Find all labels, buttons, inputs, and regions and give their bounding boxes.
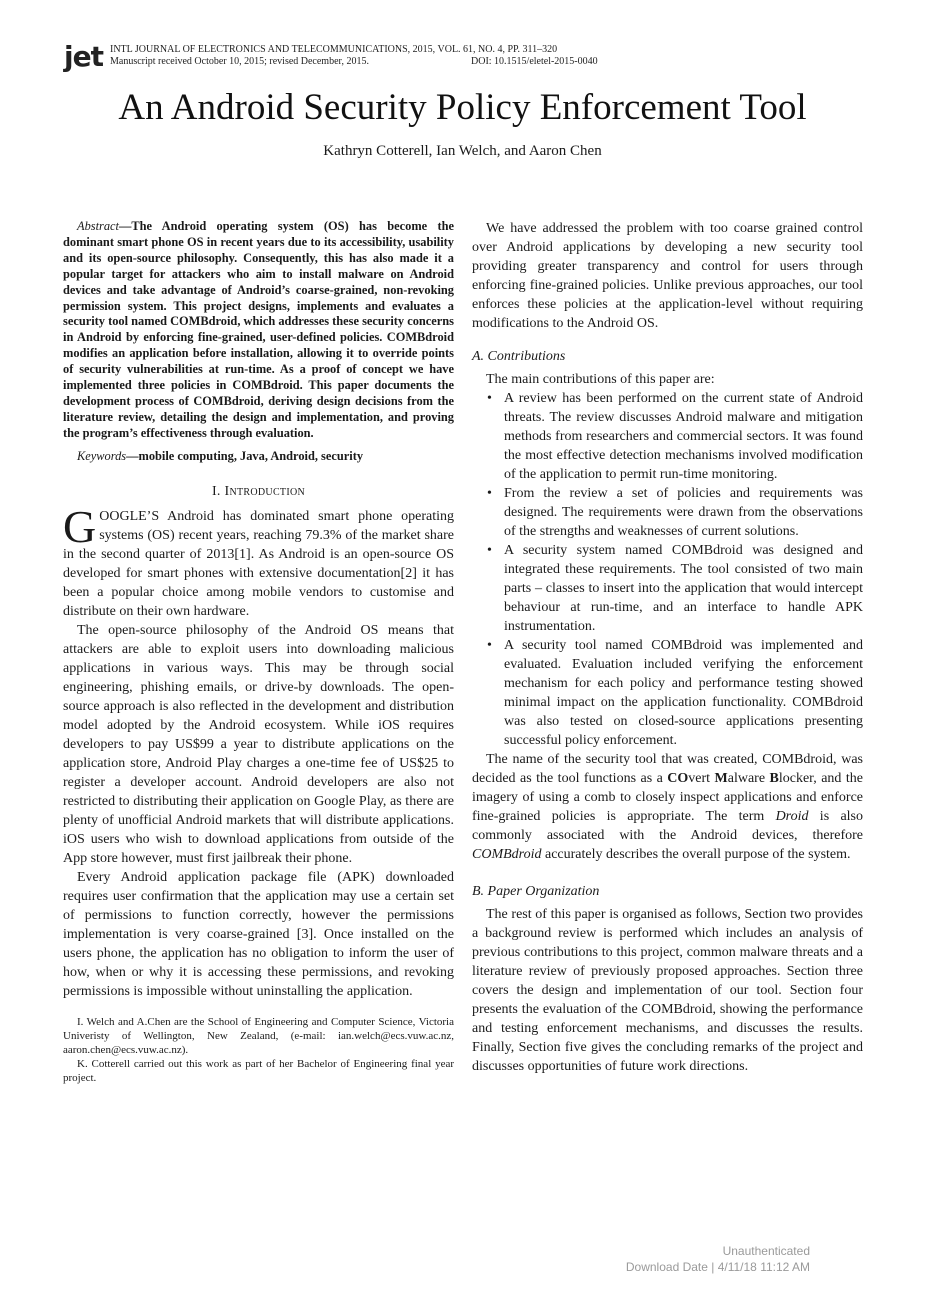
subsection-heading-organization: B. Paper Organization xyxy=(472,884,600,899)
intro-paragraph-1: GOOGLE’S Android has dominated smart phone operating systems (OS) recent years, reaching 79.3% of the market share in the second quarter of 2013[1]. As Android is an open-source OS developed for smart phones with extensive documentation[2] it has been a popular choice among mobile vendors to customise and distribute on their own hardware. xyxy=(63,500,454,619)
contributions-list xyxy=(472,389,863,750)
drop-cap: G xyxy=(63,500,97,552)
paper-title: An Android Security Policy Enforcement Tool xyxy=(118,87,807,128)
section-heading-introduction: I. Introduction xyxy=(211,483,306,499)
name-paragraph: The name of the security tool that was created, COMBdroid, was decided as the tool functions as a COvert Malware Blocker, and the imagery of using a comb to closely inspect applications and enforce fine-grained policies is appropriate. The term Droid is also commonly associated with the Android devices, therefore COMBdroid accurately describes the overall purpose of the system. xyxy=(472,752,864,862)
list-item: • A review has been performed on the current state of Android threats. The review discusses Android malware and mitigation methods from researchers and commercial sectors. It was found the most effective detection mechanisms involved modification of the application to permit run-time monitoring. xyxy=(472,389,863,484)
paper-authors: Kathryn Cotterell, Ian Welch, and Aaron Chen xyxy=(323,143,602,159)
intro-paragraph-3: Every Android application package file (APK) downloaded requires user confirmation that the application may use a certain set of permissions to function correctly, however the permissions implementation is very coarse-grained [3]. Once installed on the users phone, the application has no obligation to inform the user of how, when or why it is accessing these permissions, and revoking permissions is impossible without uninstalling the application. xyxy=(63,869,454,999)
watermark-date: Download Date | 4/11/18 11:12 AM xyxy=(625,1260,810,1274)
abstract xyxy=(63,219,454,442)
organization-paragraph: The rest of this paper is organised as follows, Section two provides a background review is performed which includes an analysis of previous contributions to this project, common malware threats and a literature review of previously proposed approaches. Section three covers the design and implementation of our tool. Section four presents the evaluation of the COMBdroid, showing the performance and testing enforcement mechanisms, and discusses the results. Finally, Section five gives the concluding remarks of the project and discusses opportunities of future work directions. xyxy=(472,907,863,1074)
keywords xyxy=(63,448,454,464)
keywords-label: Keywords xyxy=(77,448,127,463)
manuscript-dates: Manuscript received October 10, 2015; revised December, 2015. xyxy=(110,56,369,67)
intro-paragraph-4: We have addressed the problem with too coarse grained control over Android applications by developing a new security tool providing greater transparency and control for users through enforcing fine-grained policies. Unlike previous approaches, our tool enforces these policies at the application-level without requiring modifications to the Android OS. xyxy=(472,221,863,331)
keywords-text: —mobile computing, Java, Android, security xyxy=(126,448,364,463)
contributions-lead: The main contributions of this paper are: xyxy=(486,372,715,387)
right-column xyxy=(472,219,863,1076)
footnote-project: K. Cotterell carried out this work as part of her Bachelor of Engineering final year project. xyxy=(63,1057,454,1084)
list-item: • From the review a set of policies and requirements was designed. The requirements were drawn from the observations of the strengths and weaknesses of current solutions. xyxy=(472,484,863,541)
doi: DOI: 10.1515/eletel-2015-0040 xyxy=(471,56,598,67)
left-column xyxy=(63,219,454,1085)
subsection-heading-contributions: A. Contributions xyxy=(472,349,566,364)
intro-paragraph-2: The open-source philosophy of the Android OS means that attackers are able to exploit users into downloading malicious applications in various ways. This may be through social engineering, phishing emails, or drive-by downloads. The open-source approach is also reflected in the development and distribution model adopted by the Android ecosystem. While iOS requires developers to pay US$99 a year to distribute applications on the application store, Android Play charges a one-time fee of US$25 to register a developer account. Android developers are also not restricted to distributing their application on Google Play, as there are plenty of unofficial Android markets that will distribute applications. iOS users who wish to download applications from outside of the App store however, must first jailbreak their phone. xyxy=(63,622,454,866)
abstract-text: —The Android operating system (OS) has become the dominant smart phone OS in recent years due to its accessibility, usability and its open-source philosophy. Consequently, this has also made it a popular target for attackers who aim to install malware on Android devices and take advantage of Android’s coarse-grained, non-revoking permission system. This project designs, implements and evaluates a security tool named COMBdroid, which addresses these security concerns in Android by enforcing fine-grained, user-defined policies. COMBdroid modifies an application before installation, allowing it to override points of security vulnerabilities at run-time. As a proof of concept we have implemented three policies in COMBdroid. This paper documents the development process of COMBdroid, deriving design decisions from the literature review, detailing the design and implementation, and proving the program’s effectiveness through evaluation. xyxy=(63,219,454,440)
list-item: • A security system named COMBdroid was designed and integrated these requirements. The tool consisted of two main parts – classes to insert into the application that would intercept behaviour at run-time, and an interface to handle APK instrumentation. xyxy=(472,541,863,636)
journal-header xyxy=(110,44,598,68)
list-item: • A security tool named COMBdroid was implemented and evaluated. Evaluation included verifying the enforcement mechanism for each policy and performance testing showed minimal impact on the application functionality. COMBdroid was also tested on closed-source applications presenting successful policy enforcement. xyxy=(472,636,863,750)
footnote-affiliation: I. Welch and A.Chen are the School of Engineering and Computer Science, Victoria Univeristy of Wellington, New Zealand, (e-mail: ian.welch@ecs.vuw.ac.nz, aaron.chen@ecs.vuw.ac.nz). xyxy=(63,1015,454,1056)
abstract-label: Abstract xyxy=(77,219,119,233)
watermark-auth: Unauthenticated xyxy=(722,1244,810,1258)
download-watermark xyxy=(626,1243,810,1275)
journal-logo: jet xyxy=(64,40,103,73)
journal-citation: INTL JOURNAL OF ELECTRONICS AND TELECOMMUNICATIONS, 2015, VOL. 61, NO. 4, PP. 311–320 xyxy=(110,44,558,55)
footnotes xyxy=(63,1015,454,1085)
